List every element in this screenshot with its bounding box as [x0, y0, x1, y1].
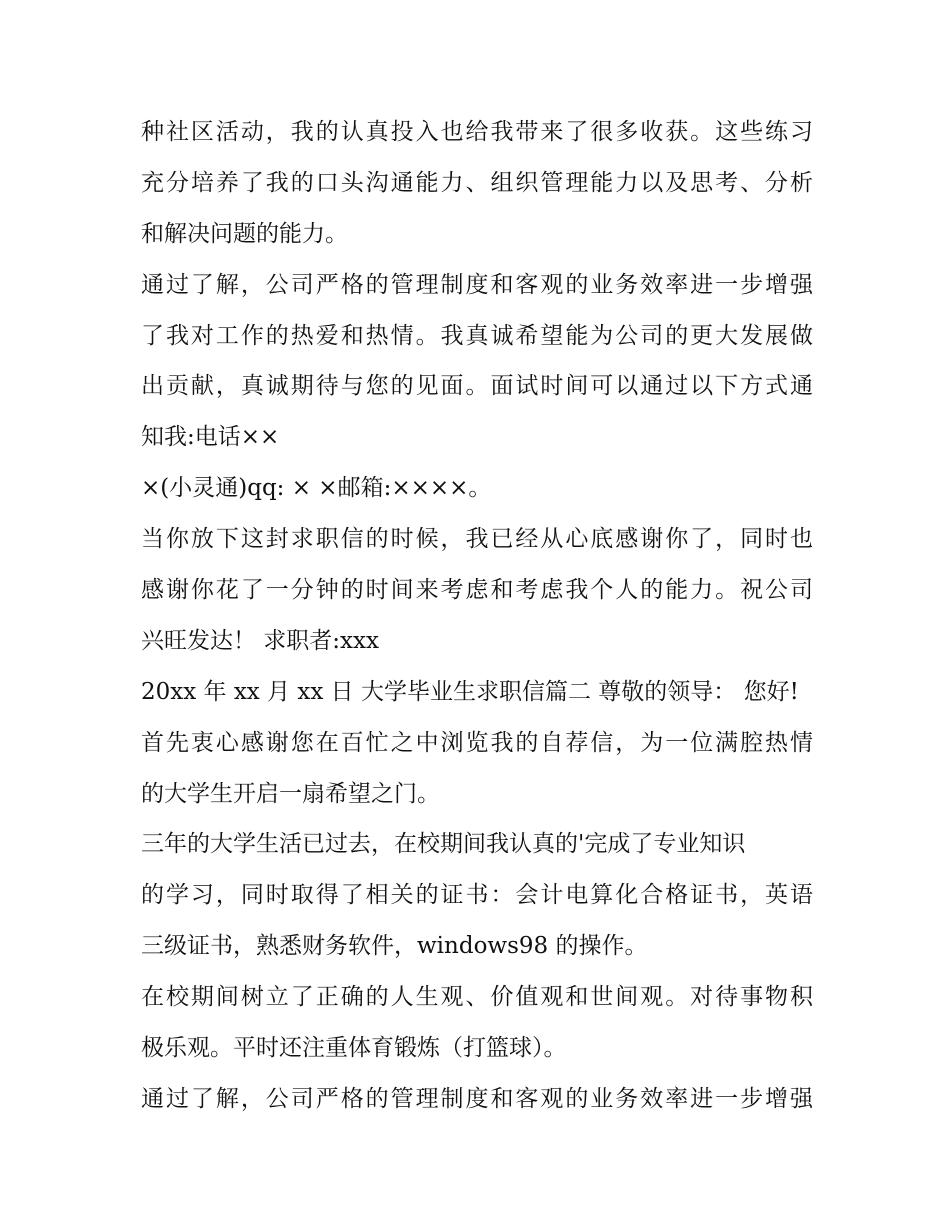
text-line: 在校期间树立了正确的人生观、价值观和世间观。对待事物积 [141, 984, 813, 1011]
text-line: 知我:电话×× [141, 424, 280, 451]
text-line: 出贡献，真诚期待与您的见面。面试时间可以通过以下方式通 [141, 373, 813, 400]
text-line: 和解决问题的能力。 [141, 220, 348, 247]
text-line: 通过了解，公司严格的管理制度和客观的业务效率进一步增强 [141, 1085, 813, 1112]
text-line: 种社区活动，我的认真投入也给我带来了很多收获。这些练习 [141, 119, 813, 145]
text-line: 三年的大学生活已过去，在校期间我认真的'完成了专业知识 [141, 831, 746, 858]
document-body [141, 107, 813, 1125]
text-line: 兴旺发达！ 求职者:xxx [141, 627, 379, 654]
text-line: 当你放下这封求职信的时候，我已经从心底感谢你了，同时也 [141, 526, 813, 553]
text-line: 的学习，同时取得了相关的证书：会计电算化合格证书，英语 [141, 882, 813, 909]
text-line: 的大学生开启一扇希望之门。 [141, 780, 440, 807]
text-line: 了我对工作的热爱和热情。我真诚希望能为公司的更大发展做 [141, 322, 813, 349]
text-line: 三级证书，熟悉财务软件，windows98 的操作。 [141, 933, 648, 960]
text-line: 感谢你花了一分钟的时间来考虑和考虑我个人的能力。祝公司 [141, 577, 813, 604]
text-line: 20xx 年 xx 月 xx 日 大学毕业生求职信篇二 尊敬的领导： 您好! [141, 678, 799, 705]
text-line: 充分培养了我的口头沟通能力、组织管理能力以及思考、分析 [141, 169, 813, 196]
text-line: 首先衷心感谢您在百忙之中浏览我的自荐信，为一位满腔热情 [141, 729, 813, 756]
text-line: 通过了解，公司严格的管理制度和客观的业务效率进一步增强 [141, 271, 813, 298]
text-line: ×(小灵通)qq: × ×邮箱:××××。 [141, 475, 492, 502]
text-line: 极乐观。平时还注重体育锻炼（打篮球）。 [141, 1035, 567, 1062]
